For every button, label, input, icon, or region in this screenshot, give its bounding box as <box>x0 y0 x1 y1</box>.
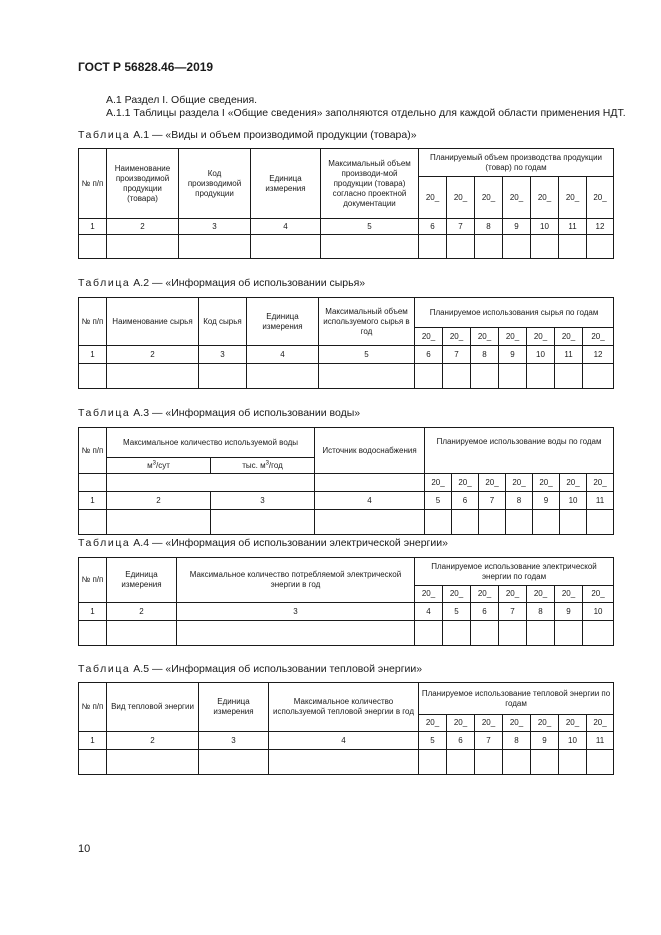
empty-cell <box>79 510 107 535</box>
year-cell: 20_ <box>452 474 479 492</box>
column-number: 11 <box>587 732 614 750</box>
year-cell: 20_ <box>583 328 614 346</box>
header-raw-name: Наименование сырья <box>107 298 199 346</box>
year-cell: 20_ <box>415 328 443 346</box>
empty-cell <box>315 510 425 535</box>
column-number: 5 <box>321 219 419 235</box>
column-number: 12 <box>583 346 614 364</box>
empty-cell <box>587 750 614 775</box>
empty-cell <box>425 510 452 535</box>
column-number: 1 <box>79 732 107 750</box>
header-heat-type: Вид тепловой энергии <box>107 683 199 732</box>
column-number: 8 <box>506 492 533 510</box>
header-product-code: Код производимой продукции <box>179 149 251 219</box>
year-cell: 20_ <box>419 715 447 732</box>
column-number: 2 <box>107 346 199 364</box>
header-planned-water: Планируемое использование воды по годам <box>425 428 614 474</box>
column-number: 1 <box>79 603 107 621</box>
year-cell: 20_ <box>531 715 559 732</box>
column-number: 8 <box>527 603 555 621</box>
caption-word: Таблица <box>78 663 131 675</box>
table-a1 <box>78 148 614 259</box>
empty-cell <box>177 621 415 646</box>
column-number: 7 <box>447 219 475 235</box>
empty-cell <box>443 621 471 646</box>
empty-cell <box>559 750 587 775</box>
empty-cell <box>583 364 614 389</box>
empty-cell <box>471 364 499 389</box>
year-cell: 20_ <box>479 474 506 492</box>
column-number: 3 <box>179 219 251 235</box>
empty-cell <box>415 364 443 389</box>
empty-cell <box>179 235 251 259</box>
column-number: 10 <box>560 492 587 510</box>
column-number: 9 <box>533 492 560 510</box>
empty-cell <box>79 621 107 646</box>
column-number: 5 <box>319 346 415 364</box>
year-cell: 20_ <box>587 177 614 219</box>
column-number: 6 <box>419 219 447 235</box>
year-cell: 20_ <box>503 715 531 732</box>
header-max-volume: Максимальный объем производи-мой продукции (товара) согласно проектной документации <box>321 149 419 219</box>
year-cell: 20_ <box>587 474 614 492</box>
column-number: 8 <box>475 219 503 235</box>
year-cell: 20_ <box>559 177 587 219</box>
column-number: 9 <box>499 346 527 364</box>
header-unit: Единица измерения <box>107 558 177 603</box>
empty-cell <box>79 235 107 259</box>
header-unit: Единица измерения <box>247 298 319 346</box>
year-cell: 20_ <box>419 177 447 219</box>
header-max-raw: Максимальный объем используемого сырья в год <box>319 298 415 346</box>
year-cell: 20_ <box>583 586 614 603</box>
column-number: 7 <box>475 732 503 750</box>
column-number: 7 <box>499 603 527 621</box>
year-cell: 20_ <box>559 715 587 732</box>
empty-cell <box>479 510 506 535</box>
column-number: 12 <box>587 219 614 235</box>
empty-cell <box>506 510 533 535</box>
empty-cell <box>321 235 419 259</box>
column-number: 11 <box>555 346 583 364</box>
empty-cell <box>319 364 415 389</box>
empty-cell <box>503 235 531 259</box>
empty-cell <box>107 621 177 646</box>
column-number: 4 <box>315 492 425 510</box>
year-cell: 20_ <box>499 328 527 346</box>
column-number: 9 <box>555 603 583 621</box>
table-a4 <box>78 557 614 646</box>
empty-cell <box>199 750 269 775</box>
empty-cell <box>107 750 199 775</box>
caption-word: Таблица <box>78 407 131 419</box>
table-a2 <box>78 297 614 389</box>
year-cell: 20_ <box>475 715 503 732</box>
unit-thousand-m3-per-year: тыс. $м^3$/год <box>211 458 315 474</box>
column-number: 2 <box>107 219 179 235</box>
table-a3 <box>78 427 614 535</box>
empty-cell <box>503 750 531 775</box>
empty-cell <box>560 510 587 535</box>
empty-cell <box>531 750 559 775</box>
column-number: 3 <box>199 732 269 750</box>
caption-text: А.2 — «Информация об использовании сырья» <box>133 277 366 289</box>
empty-cell <box>499 364 527 389</box>
column-number: 5 <box>443 603 471 621</box>
caption-text: А.3 — «Информация об использовании воды» <box>133 407 361 419</box>
caption-word: Таблица <box>78 277 131 289</box>
empty-cell <box>475 750 503 775</box>
empty-cell <box>471 621 499 646</box>
header-max-water: Максимальное количество используемой воды <box>107 428 315 458</box>
empty-cell <box>107 474 315 492</box>
year-cell: 20_ <box>555 328 583 346</box>
column-number: 9 <box>531 732 559 750</box>
empty-cell <box>587 235 614 259</box>
empty-cell <box>475 235 503 259</box>
header-number: № п/п <box>79 428 107 474</box>
year-cell: 20_ <box>555 586 583 603</box>
empty-cell <box>79 364 107 389</box>
column-number: 8 <box>471 346 499 364</box>
year-cell: 20_ <box>533 474 560 492</box>
empty-cell <box>587 510 614 535</box>
empty-cell <box>199 364 247 389</box>
table-a2-caption <box>78 277 365 289</box>
caption-text: А.1 — «Виды и объем производимой продукции (товара)» <box>133 129 417 141</box>
empty-cell <box>107 364 199 389</box>
year-cell: 20_ <box>531 177 559 219</box>
header-raw-code: Код сырья <box>199 298 247 346</box>
column-number: 8 <box>503 732 531 750</box>
header-max-electricity: Максимальное количество потребляемой электрической энергии в год <box>177 558 415 603</box>
empty-cell <box>527 621 555 646</box>
column-number: 2 <box>107 732 199 750</box>
header-water-source: Источник водоснабжения <box>315 428 425 474</box>
column-number: 10 <box>583 603 614 621</box>
caption-text: А.4 — «Информация об использовании электрической энергии» <box>133 537 448 549</box>
section-heading: А.1 Раздел I. Общие сведения. <box>106 94 258 106</box>
year-cell: 20_ <box>443 328 471 346</box>
caption-text: А.5 — «Информация об использовании тепловой энергии» <box>133 663 423 675</box>
header-planned-heat: Планируемое использование тепловой энергии по годам <box>419 683 614 715</box>
header-unit: Единица измерения <box>199 683 269 732</box>
empty-cell <box>107 510 211 535</box>
column-number: 3 <box>199 346 247 364</box>
empty-cell <box>269 750 419 775</box>
column-number: 1 <box>79 346 107 364</box>
table-a5 <box>78 682 614 775</box>
year-cell: 20_ <box>587 715 614 732</box>
empty-cell <box>419 750 447 775</box>
header-max-heat: Максимальное количество используемой тепловой энергии в год <box>269 683 419 732</box>
empty-cell <box>443 364 471 389</box>
empty-cell <box>79 474 107 492</box>
header-planned-volume: Планируемый объем производства продукции (товар) по годам <box>419 149 614 177</box>
column-number: 7 <box>479 492 506 510</box>
table-a1-caption <box>78 129 417 141</box>
column-number: 6 <box>452 492 479 510</box>
header-number: № п/п <box>79 683 107 732</box>
header-number: № п/п <box>79 558 107 603</box>
year-cell: 20_ <box>560 474 587 492</box>
column-number: 10 <box>531 219 559 235</box>
column-number: 4 <box>251 219 321 235</box>
header-planned-raw: Планируемое использования сырья по годам <box>415 298 614 328</box>
table-a3-caption <box>78 407 360 419</box>
document-header: ГОСТ Р 56828.46—2019 <box>78 60 214 74</box>
empty-cell <box>527 364 555 389</box>
column-number: 3 <box>177 603 415 621</box>
empty-cell <box>447 750 475 775</box>
empty-cell <box>247 364 319 389</box>
table-a5-caption <box>78 663 422 675</box>
year-cell: 20_ <box>415 586 443 603</box>
column-number: 10 <box>559 732 587 750</box>
empty-cell <box>531 235 559 259</box>
column-number: 11 <box>559 219 587 235</box>
empty-cell <box>251 235 321 259</box>
empty-cell <box>107 235 179 259</box>
column-number: 10 <box>527 346 555 364</box>
column-number: 3 <box>211 492 315 510</box>
column-number: 5 <box>425 492 452 510</box>
empty-cell <box>583 621 614 646</box>
header-unit: Единица измерения <box>251 149 321 219</box>
column-number: 5 <box>419 732 447 750</box>
column-number: 6 <box>415 346 443 364</box>
year-cell: 20_ <box>471 586 499 603</box>
empty-cell <box>79 750 107 775</box>
empty-cell <box>419 235 447 259</box>
column-number: 9 <box>503 219 531 235</box>
year-cell: 20_ <box>506 474 533 492</box>
year-cell: 20_ <box>425 474 452 492</box>
year-cell: 20_ <box>503 177 531 219</box>
year-cell: 20_ <box>447 177 475 219</box>
empty-cell <box>315 474 425 492</box>
column-number: 11 <box>587 492 614 510</box>
unit-m3-per-day: $м^3$/сут <box>107 458 211 474</box>
year-cell: 20_ <box>527 586 555 603</box>
column-number: 4 <box>269 732 419 750</box>
caption-word: Таблица <box>78 129 131 141</box>
header-product-name: Наименование производимой продукции (товара) <box>107 149 179 219</box>
caption-word: Таблица <box>78 537 131 549</box>
column-number: 2 <box>107 492 211 510</box>
column-number: 4 <box>415 603 443 621</box>
empty-cell <box>555 621 583 646</box>
section-note: А.1.1 Таблицы раздела I «Общие сведения» заполняются отдельно для каждой области применения НДТ. <box>106 107 626 119</box>
column-number: 6 <box>447 732 475 750</box>
empty-cell <box>415 621 443 646</box>
header-planned-electricity: Планируемое использование электрической энергии по годам <box>415 558 614 586</box>
empty-cell <box>447 235 475 259</box>
table-a4-caption <box>78 537 448 549</box>
column-number: 4 <box>247 346 319 364</box>
year-cell: 20_ <box>499 586 527 603</box>
column-number: 2 <box>107 603 177 621</box>
empty-cell <box>559 235 587 259</box>
year-cell: 20_ <box>475 177 503 219</box>
empty-cell <box>533 510 560 535</box>
empty-cell <box>499 621 527 646</box>
column-number: 1 <box>79 492 107 510</box>
empty-cell <box>211 510 315 535</box>
column-number: 1 <box>79 219 107 235</box>
year-cell: 20_ <box>443 586 471 603</box>
header-number: № п/п <box>79 298 107 346</box>
page-number: 10 <box>78 843 91 855</box>
empty-cell <box>555 364 583 389</box>
column-number: 6 <box>471 603 499 621</box>
year-cell: 20_ <box>471 328 499 346</box>
header-number: № п/п <box>79 149 107 219</box>
year-cell: 20_ <box>447 715 475 732</box>
year-cell: 20_ <box>527 328 555 346</box>
empty-cell <box>452 510 479 535</box>
column-number: 7 <box>443 346 471 364</box>
